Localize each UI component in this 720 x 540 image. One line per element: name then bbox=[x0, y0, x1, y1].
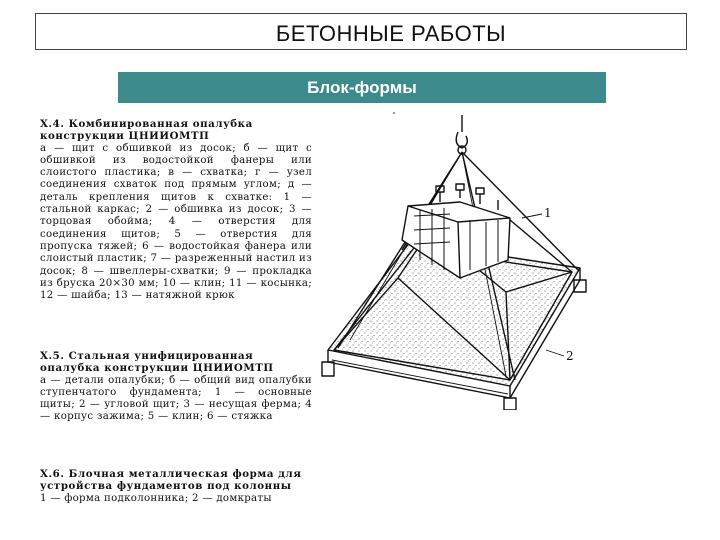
caption-x5 bbox=[40, 350, 312, 424]
figure-captions bbox=[40, 118, 312, 504]
section-heading: Блок-формы bbox=[307, 78, 417, 97]
callout-1: 1 bbox=[544, 206, 552, 220]
caption-body: а — детали опалубки; б — общий вид опалубки ступенчатого фундамента; 1 — основные щиты; 2 — угловой щит; 3 — несущая ферма; 4 — корпус зажима; 5 — клин; 6 — стяжка bbox=[40, 374, 312, 423]
title-frame bbox=[35, 13, 687, 50]
caption-body: 1 — форма подколонника; 2 — домкраты bbox=[40, 492, 272, 504]
caption-x4 bbox=[40, 118, 312, 302]
caption-heading: Блочная металлическая форма для устройства фундаментов под колонны bbox=[40, 468, 302, 493]
callout-2: 2 bbox=[566, 349, 574, 363]
section-banner bbox=[118, 72, 606, 103]
page-title: БЕТОННЫЕ РАБОТЫ bbox=[275, 21, 507, 46]
caption-x6 bbox=[40, 468, 312, 505]
caption-number: Х.5. bbox=[40, 350, 65, 362]
caption-heading: Комбинированная опалубка конструкции ЦНИИОМТП bbox=[40, 118, 253, 143]
caption-body: а — щит с обшивкой из досок; б — щит с обшивкой из водостойкой фанеры или слоистого пластика; в — схватка; г — узел соединения схваток под прямым углом; д — деталь крепления щитов к схватке: 1 — стальной каркас; 2 — обшивка из досок; 3 — торцовая обойма; 4 — отверстия для соединения щитов; 5 — отверстия для пропуска тяжей; 6 — водостойкая фанера или слоистый пластик; 7 — разреженный настил из досок; 8 — швеллеры-схватки; 9 — прокладка из бруска 20×30 мм; 10 — клин; 11 — косынка; 12 — шайба; 13 — натяжной крюк bbox=[40, 142, 312, 302]
caption-heading: Стальная унифицированная опалубка конструкции ЦНИИОМТП bbox=[40, 350, 274, 375]
caption-number: Х.6. bbox=[40, 468, 65, 480]
caption-number: Х.4. bbox=[40, 118, 65, 130]
block-form-drawing bbox=[310, 110, 592, 410]
